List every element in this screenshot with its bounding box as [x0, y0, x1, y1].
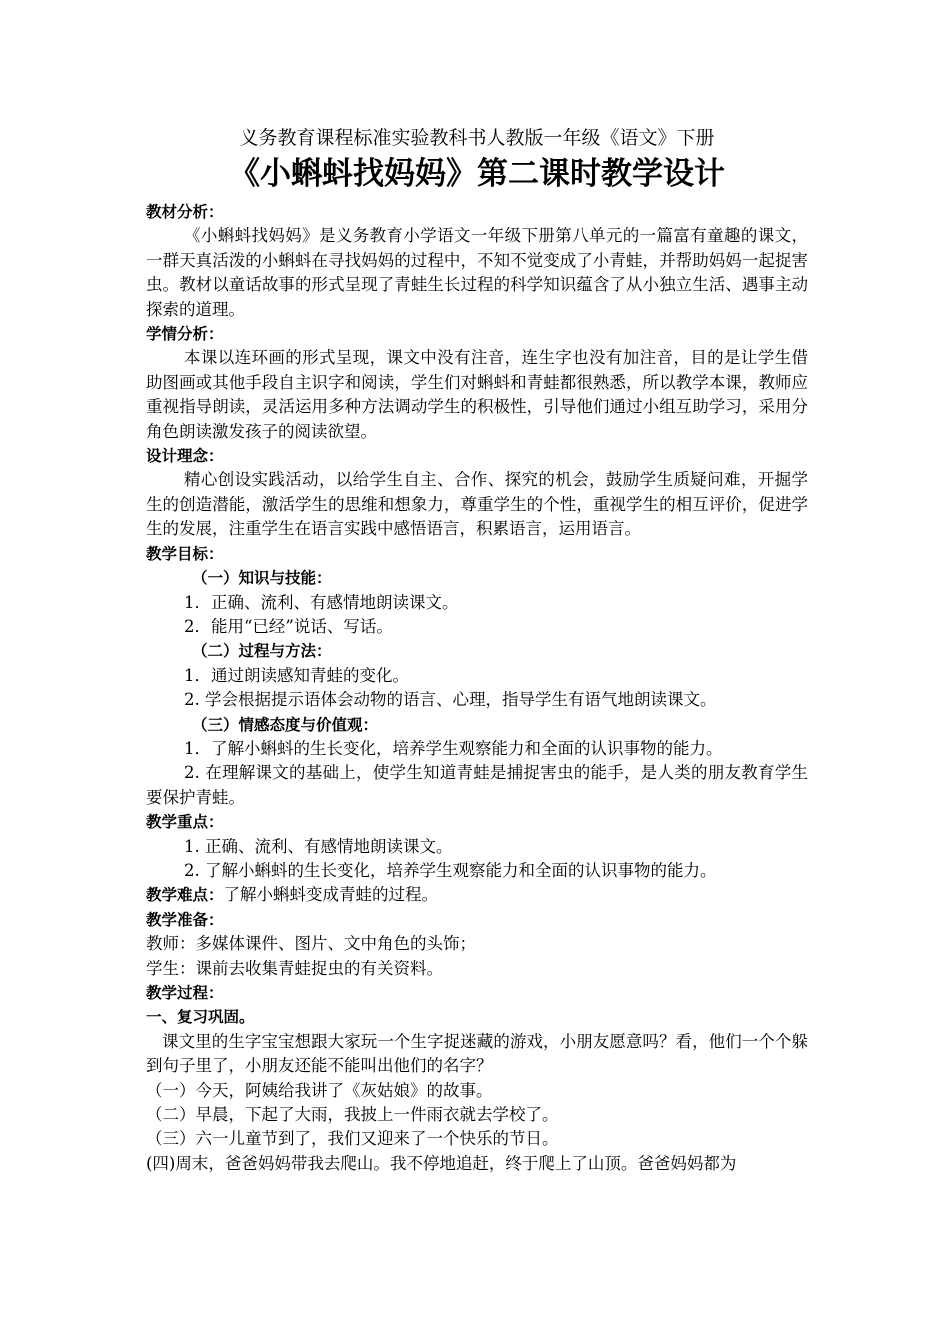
key-heading: 教学重点： — [146, 813, 224, 832]
goal3-item: 2. 在理解课文的基础上，使学生知道青蛙是捕捉害虫的能手，是人类的朋友教育学生要保护青蛙。 — [146, 763, 808, 807]
key-item: 2. 了解小蝌蚪的生长变化，培养学生观察能力和全面的认识事物的能力。 — [184, 860, 717, 880]
student-text: 本课以连环画的形式呈现，课文中没有注音，连生字也没有加注音，目的是让学生借助图画或其他手段自主识字和阅读，学生们对蝌蚪和青蛙都很熟悉，所以教学本课，教师应重视指导朗读，灵活运用多种方法调动学生的积极性，引导他们通过小组互助学习，采用分角色朗读激发孩子的阅读欲望。 — [146, 348, 808, 441]
goal3-heading: （三）情感态度与价值观： — [192, 715, 379, 734]
goal2-item: 2. 学会根据提示语体会动物的语言、心理，指导学生有语气地朗读课文。 — [184, 690, 717, 710]
key-item: 1. 正确、流利、有感情地朗读课文。 — [184, 836, 453, 856]
step1-text: 课文里的生字宝宝想跟大家玩一个生字捉迷藏的游戏，小朋友愿意吗？看，他们一个个躲到句子里了，小朋友还能不能叫出他们的名字？ — [146, 1031, 808, 1076]
prep-student: 学生：课前去收集青蛙捉虫的有关资料。 — [146, 958, 443, 978]
step1-heading: 一、复习巩固。 — [146, 1008, 255, 1027]
goal1-item: 2．能用“已经”说话、写话。 — [184, 616, 393, 636]
concept-text: 精心创设实践活动，以给学生自主、合作、探究的机会，鼓励学生质疑问难，开掘学生的创造潜能，激活学生的思维和想象力，尊重学生的个性，重视学生的相互评价，促进学生的发展，注重学生在语言实践中感悟语言，积累语言，运用语言。 — [146, 470, 808, 539]
step1-sentence: （二）早晨，下起了大雨，我披上一件雨衣就去学校了。 — [146, 1105, 559, 1125]
document-subtitle: 义务教育课程标准实验教科书人教版一年级《语文》下册 — [239, 127, 715, 149]
step1-sentence: （三）六一儿童节到了，我们又迎来了一个快乐的节日。 — [146, 1129, 559, 1149]
goal2-heading: （二）过程与方法： — [192, 642, 332, 661]
prep-heading: 教学准备： — [146, 910, 224, 929]
student-heading: 学情分析： — [146, 325, 224, 344]
difficulty-label: 教学难点： — [146, 886, 224, 905]
goal3-item: 1．了解小蝌蚪的生长变化，培养学生观察能力和全面的认识事物的能力。 — [184, 738, 723, 758]
goal1-heading: （一）知识与技能： — [192, 569, 332, 588]
step1-sentence: (四)周末，爸爸妈妈带我去爬山。我不停地追赶，终于爬上了山顶。爸爸妈妈都为 — [146, 1153, 737, 1173]
process-heading: 教学过程： — [146, 984, 224, 1002]
material-text: 《小蝌蚪找妈妈》是义务教育小学语文一年级下册第八单元的一篇富有童趣的课文，一群天真活泼的小蝌蚪在寻找妈妈的过程中，不知不觉变成了小青蛙，并帮助妈妈一起捉害虫。教材以童话故事的形式呈现了青蛙生长过程的科学知识蕴含了从小独立生活、遇事主动探索的道理。 — [146, 226, 808, 319]
goal1-item: 1．正确、流利、有感情地朗读课文。 — [184, 592, 459, 612]
material-heading: 教材分析： — [146, 203, 224, 221]
prep-teacher: 教师：多媒体课件、图片、文中角色的头饰； — [146, 934, 476, 954]
concept-heading: 设计理念： — [146, 447, 224, 466]
goal2-item: 1．通过朗读感知青蛙的变化。 — [184, 665, 409, 685]
step1-sentence: （一）今天，阿姨给我讲了《灰姑娘》的故事。 — [146, 1080, 493, 1100]
document-title: 《小蝌蚪找妈妈》第二课时教学设计 — [229, 156, 725, 192]
difficulty-line — [146, 883, 808, 907]
difficulty-text: 了解小蝌蚪变成青蛙的过程。 — [223, 885, 439, 905]
goals-heading: 教学目标： — [146, 544, 224, 563]
